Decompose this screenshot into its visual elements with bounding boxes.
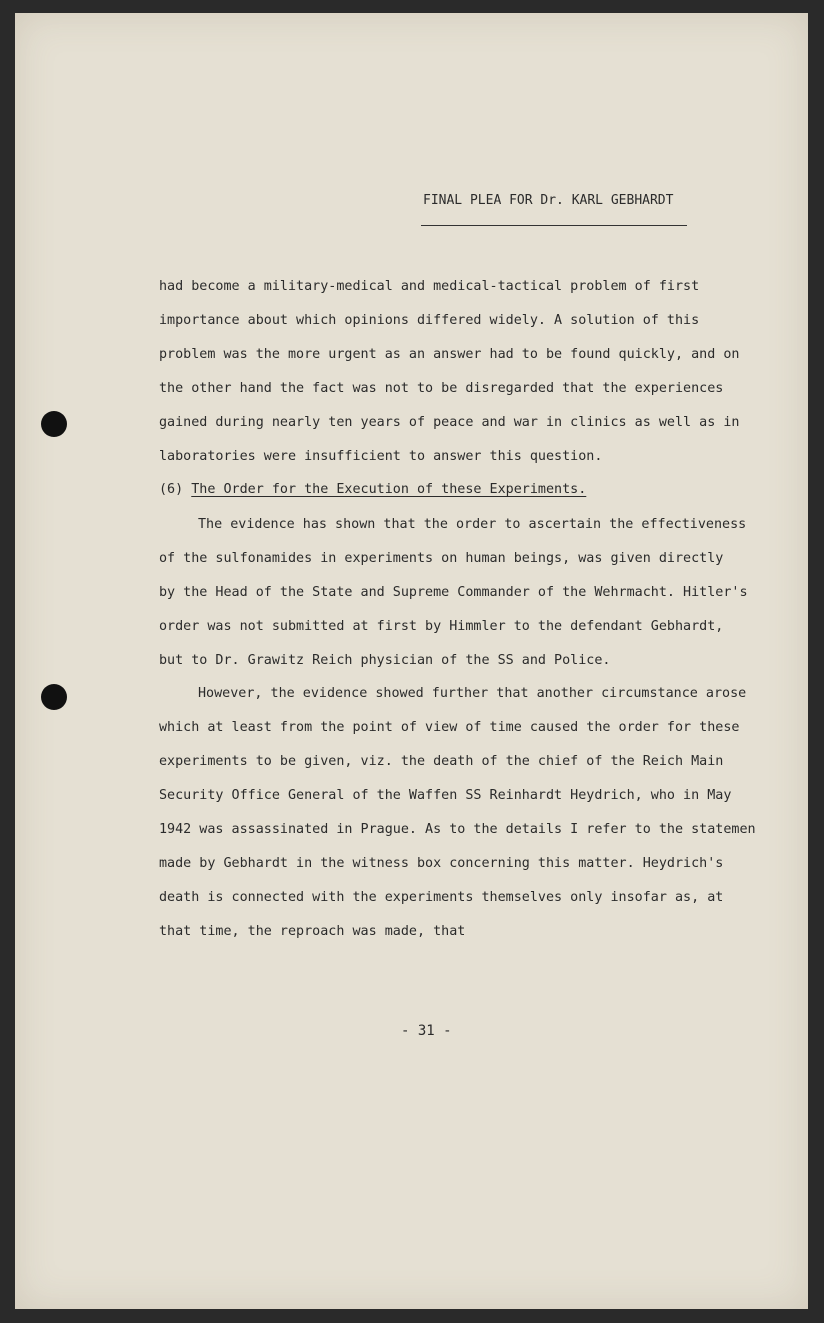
- paragraph-1-line: gained during nearly ten years of peace and war in clinics as well as in: [159, 415, 740, 430]
- paragraph-2-line: but to Dr. Grawitz Reich physician of the SS and Police.: [159, 653, 611, 668]
- paragraph-1-line: laboratories were insufficient to answer this question.: [159, 449, 603, 464]
- section-number: (6): [159, 482, 184, 497]
- paragraph-1-line: importance about which opinions differed widely. A solution of this: [159, 313, 700, 328]
- paragraph-3-line: Security Office General of the Waffen SS Reinhardt Heydrich, who in May: [159, 788, 732, 803]
- paragraph-3-line: death is connected with the experiments themselves only insofar as, at: [159, 890, 724, 905]
- paragraph-3-line: 1942 was assassinated in Prague. As to the details I refer to the statemen: [159, 822, 756, 837]
- document-header-title: FINAL PLEA FOR Dr. KARL GEBHARDT: [423, 193, 674, 208]
- paragraph-1-line: the other hand the fact was not to be disregarded that the experiences: [159, 381, 724, 396]
- page-number: - 31 -: [401, 1023, 452, 1039]
- paragraph-2-line: of the sulfonamides in experiments on human beings, was given directly: [159, 551, 724, 566]
- paragraph-3-line: experiments to be given, viz. the death of the chief of the Reich Main: [159, 754, 724, 769]
- paragraph-3-line: that time, the reproach was made, that: [159, 924, 466, 939]
- document-page: [15, 13, 808, 1309]
- punch-hole: [41, 684, 67, 710]
- paragraph-2-line: by the Head of the State and Supreme Commander of the Wehrmacht. Hitler's: [159, 585, 748, 600]
- paragraph-3-line: However, the evidence showed further that another circumstance arose: [198, 686, 747, 701]
- paragraph-1-line: problem was the more urgent as an answer had to be found quickly, and on: [159, 347, 740, 362]
- paragraph-1-line: had become a military-medical and medical-tactical problem of first: [159, 279, 700, 294]
- paragraph-2-line: order was not submitted at first by Himmler to the defendant Gebhardt,: [159, 619, 724, 634]
- header-underline: [421, 225, 687, 226]
- punch-hole: [41, 411, 67, 437]
- paragraph-3-line: which at least from the point of view of time caused the order for these: [159, 720, 740, 735]
- paragraph-2-line: The evidence has shown that the order to ascertain the effectiveness: [198, 517, 747, 532]
- section-title: The Order for the Execution of these Experiments.: [191, 482, 587, 497]
- section-heading: [159, 482, 586, 497]
- paragraph-3-line: made by Gebhardt in the witness box concerning this matter. Heydrich's: [159, 856, 724, 871]
